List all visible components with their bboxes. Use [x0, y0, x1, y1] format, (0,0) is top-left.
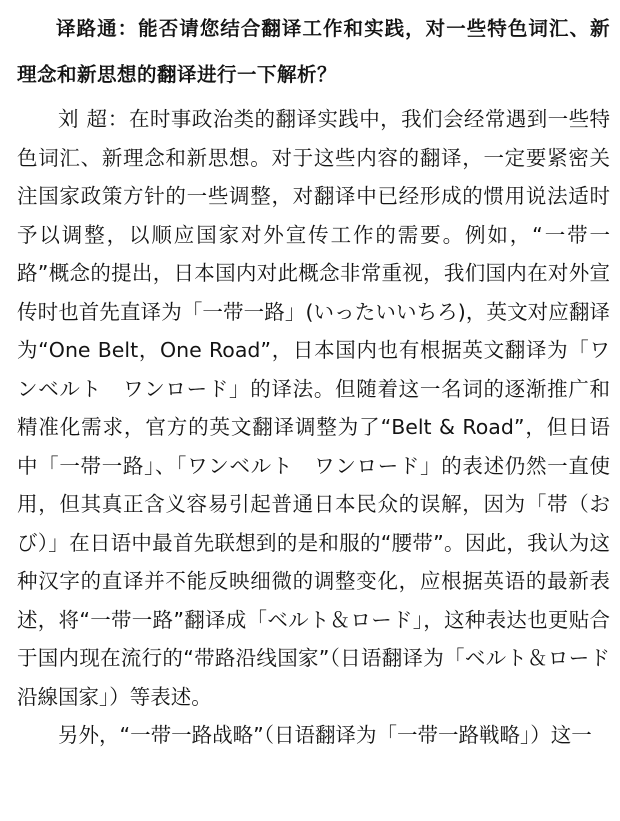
continuation-text: 另外，“一带一路战略”（日语翻译为「一带一路戦略」）这一 — [58, 723, 592, 747]
answer-speaker: 刘 超： — [58, 107, 129, 131]
interview-question — [17, 6, 610, 98]
answer-text: 在时事政治类的翻译实践中，我们会经常遇到一些特色词汇、新理念和新思想。对于这些内容的翻译，一定要紧密关注国家政策方针的一些调整，对翻译中已经形成的惯用说法适时予以调整，以顺应国家对外宣传工作的需要。例如，“一带一路”概念的提出，日本国内对此概念非常重视，我们国内在对外宣传时也首先直译为「一带一路」(いったいいちろ)，英文对应翻译为“One Belt，One Road”，日本国内也有根据英文翻译为「ワンベルト ワンロード」的译法。但随着这一名词的逐渐推广和精准化需求，官方的英文翻译调整为了“Belt & Road”，但日语中「一帯一路」、「ワンベルト ワンロード」的表述仍然一直使用，但其真正含义容易引起普通日本民众的误解，因为「帯（おび）」在日语中最首先联想到的是和服的“腰带”。因此，我认为这种汉字的直译并不能反映细微的调整变化，应根据英语的最新表述，将“一带一路”翻译成「ベルト＆ロード」，这种表达也更贴合于国内现在流行的“带路沿线国家”（日语翻译为「ベルト＆ロード沿線国家」）等表述。 — [17, 107, 610, 709]
question-text: 译路通：能否请您结合翻译工作和实践，对一些特色词汇、新理念和新思想的翻译进行一下解析？ — [17, 17, 610, 86]
interview-answer — [17, 100, 610, 716]
continuation-paragraph — [17, 716, 610, 755]
